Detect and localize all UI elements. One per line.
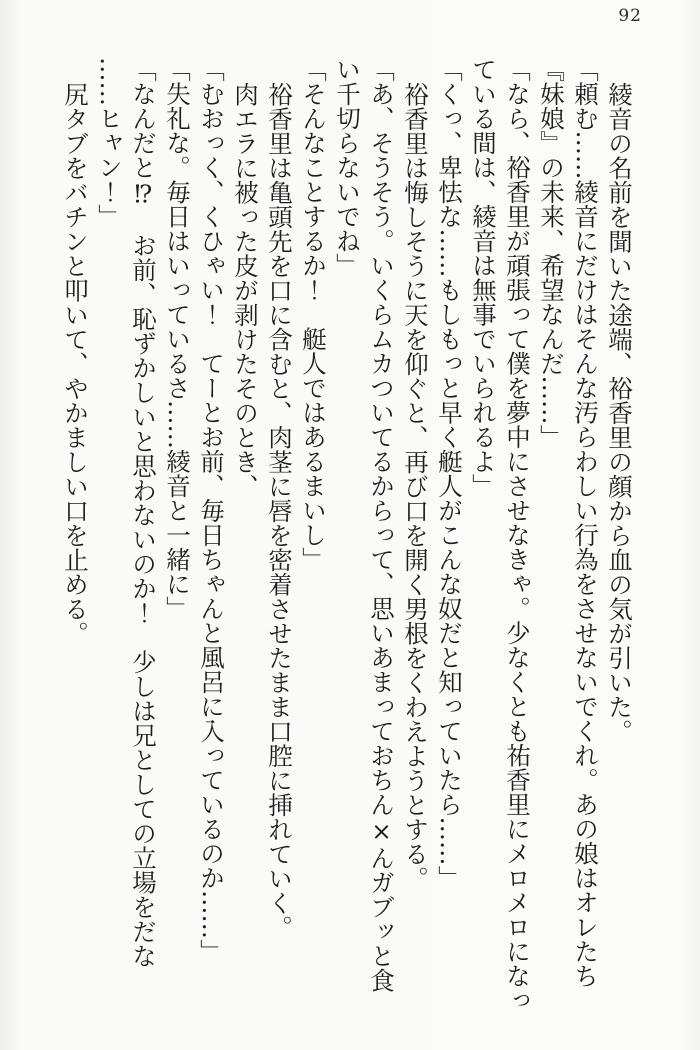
text-column: 『妹娘』の未来、希望なんだ……」 — [537, 57, 566, 449]
text-column: 「なんだと⁉ お前、恥ずかしいと思わないのか！ 少しは兄としての立場をだな — [129, 57, 158, 968]
text-column: 尻タブをバチンと叩いて、やかましい口を止める。 — [61, 81, 90, 645]
text-column: 「そんなことするか！ 艇人ではあるまいし」 — [299, 57, 328, 572]
vertical-text-block — [56, 57, 636, 1022]
text-column: 「くっ、卑怯な……もしもっと早く艇人がこんな奴だと知っていたら……」 — [435, 57, 464, 890]
text-column: 綾音の名前を聞いた途端、裕香里の顔から血の気が引いた。 — [605, 81, 634, 743]
text-column: 「なら、裕香里が頑張って僕を夢中にさせなきゃ。少なくとも祐香里にメロメロになっ — [503, 57, 532, 1013]
text-column: ……ヒャン！」 — [95, 57, 124, 229]
text-column: ている間は、綾音は無事でいられるよ」 — [469, 57, 498, 498]
page-number: 92 — [618, 6, 642, 26]
text-column: 裕香里は悔しそうに天を仰ぐと、再び口を開く男根をくわえようとする。 — [401, 81, 430, 890]
text-column: 肉エラに被った皮が剥けたそのとき、 — [231, 81, 260, 498]
text-column: 「あ、そうそう。いくらムカついてるからって、思いあまっておちん×んガブッと食 — [367, 57, 396, 993]
text-column: 裕香里は亀頭先を口に含むと、肉茎に唇を密着させたまま口腔に挿れていく。 — [265, 81, 294, 939]
text-column: 「むおっく、くひゃい！ てーとお前、毎日ちゃんと風呂に入っているのか……」 — [197, 57, 226, 964]
text-column: 「頼む……綾音にだけはそんな汚らわしい行為をさせないでくれ。あの娘はオレたち — [571, 57, 600, 988]
text-column: い千切らないでね」 — [333, 57, 362, 278]
text-column: 「失礼な。毎日はいっているさ……綾音と一緒に」 — [163, 57, 192, 621]
